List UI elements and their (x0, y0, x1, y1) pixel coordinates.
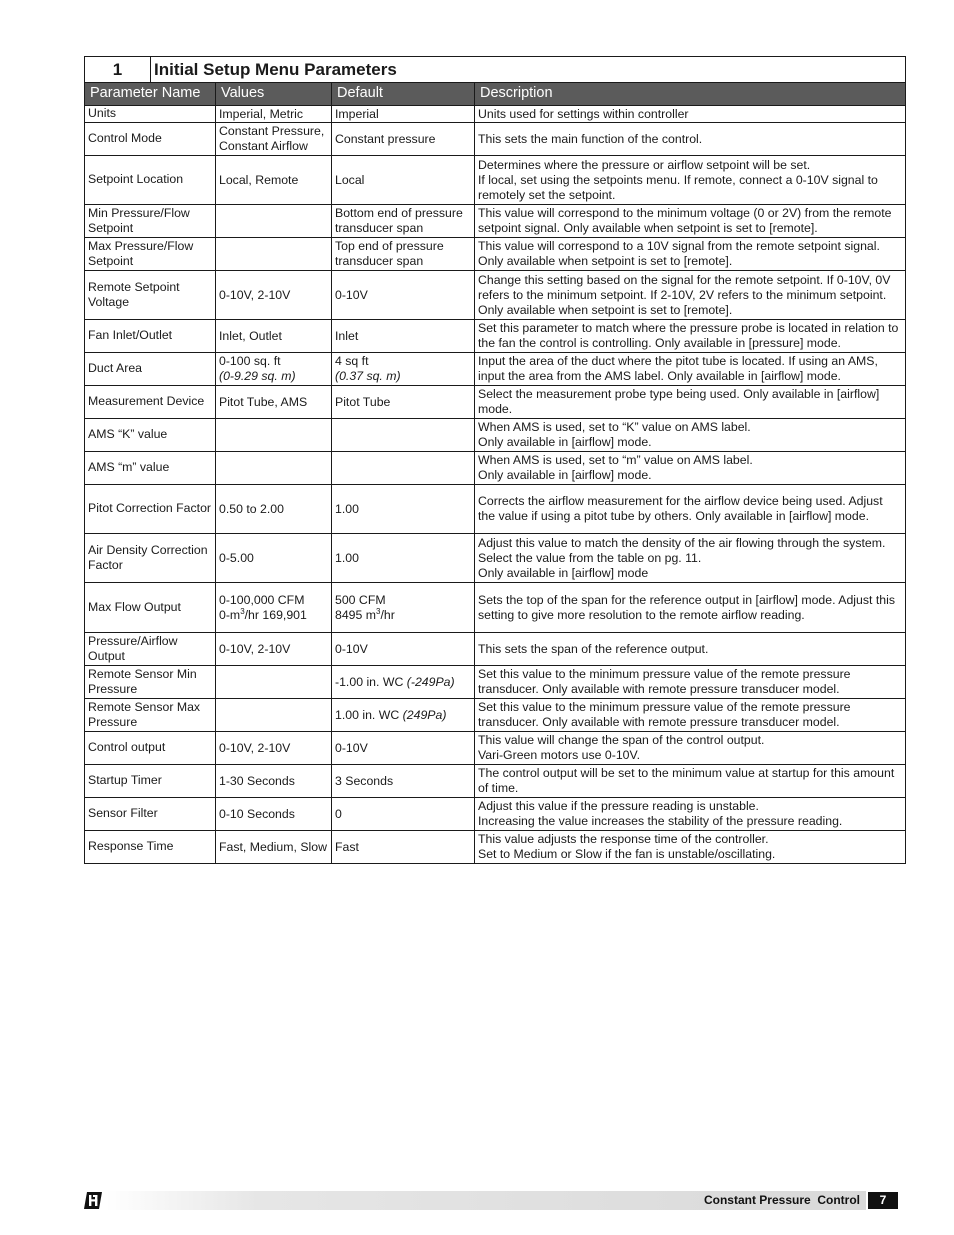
description-line: If local, set using the setpoints menu. If remote, connect a 0-10V signal to remotely set the setpoint. (478, 172, 878, 202)
values-cell (216, 583, 332, 633)
description-line: Change this setting based on the signal for the remote setpoint. If 0-10V, 0V refers to the minimum setpoint. If 2-10V, 2V refers to the minimum setpoint. Only available when setpoint is set to [remote]. (478, 272, 891, 317)
parameter-name-cell: Pitot Correction Factor (85, 485, 216, 534)
values-text: 0-100 sq. ft (219, 354, 281, 368)
default-text: 3 Seconds (335, 773, 394, 788)
values-cell (216, 666, 332, 699)
description-cell (475, 633, 906, 666)
table-row (85, 831, 906, 864)
description-cell (475, 271, 906, 320)
values-text: 0-10V, 2-10V (219, 287, 291, 302)
values-cell (216, 320, 332, 353)
description-line: This value will correspond to the minimum voltage (0 or 2V) from the remote setpoint signal. Only available when setpoint is set to [remote]. (478, 206, 892, 235)
default-text: 0 (335, 806, 342, 821)
footer-document-title: Constant Pressure Control (703, 1193, 860, 1207)
description-cell (475, 106, 906, 123)
description-line: This value will change the span of the control output. (478, 733, 765, 747)
values-cell (216, 798, 332, 831)
values-text: 0-10V, 2-10V (219, 740, 291, 755)
default-cell (332, 271, 475, 320)
values-cell (216, 386, 332, 419)
description-cell (475, 386, 906, 419)
values-cell (216, 732, 332, 765)
section-header-row (85, 57, 906, 83)
default-metric-text: (0.37 sq. m) (335, 369, 401, 383)
column-header-description: Description (475, 83, 906, 106)
default-line: 500 CFM (335, 592, 386, 607)
description-line: Adjust this value to match the density of the air flowing through the system. Select the value from the table on pg. 11. (478, 535, 886, 565)
default-cell (332, 205, 475, 238)
default-cell (332, 156, 475, 205)
values-text: 0.50 to 2.00 (219, 501, 284, 516)
table-row (85, 353, 906, 386)
default-text: Fast (335, 839, 359, 854)
description-line: Units used for settings within controller (478, 106, 689, 121)
values-text: 1-30 Seconds (219, 773, 295, 788)
values-cell (216, 831, 332, 864)
parameter-name-cell: Remote Sensor Min Pressure (85, 666, 216, 699)
description-line: When AMS is used, set to “m” value on AMS label. (478, 453, 753, 467)
table-row (85, 271, 906, 320)
section-number: 1 (85, 57, 151, 83)
table-row (85, 699, 906, 732)
description-line: Increasing the value increases the stability of the pressure reading. (478, 814, 843, 828)
description-line: Set this parameter to match where the pressure probe is located in relation to the fan the control is controlling. Only available in [pressure] mode. (478, 321, 899, 350)
values-cell (216, 238, 332, 271)
default-metric-text: (-249Pa) (406, 674, 455, 689)
default-text: -1.00 in. WC (-249Pa) (335, 674, 455, 689)
description-cell (475, 419, 906, 452)
greenheck-logo-icon (84, 1192, 102, 1209)
parameters-sheet (84, 56, 905, 864)
default-cell (332, 106, 475, 123)
table-row (85, 452, 906, 485)
description-cell (475, 666, 906, 699)
values-text: Fast, Medium, Slow (219, 839, 327, 854)
values-text: 0-10 Seconds (219, 806, 295, 821)
description-cell (475, 320, 906, 353)
description-line: Input the area of the duct where the pitot tube is located. If using an AMS, input the area from the AMS label. Only available in [airflow] mode. (478, 354, 878, 383)
values-cell (216, 205, 332, 238)
default-text: Local (335, 172, 365, 187)
values-cell (216, 699, 332, 732)
default-text: Bottom end of pressure transducer span (335, 206, 463, 235)
values-cell (216, 419, 332, 452)
default-cell (332, 452, 475, 485)
description-line: Sets the top of the span for the reference output in [airflow] mode. Adjust this setting to give more resolution to the remote airflow reading. (478, 592, 895, 622)
values-metric-text: (0-9.29 sq. m) (219, 369, 296, 383)
description-line: This value will correspond to a 10V signal from the remote setpoint signal. Only available when setpoint is set to [remote]. (478, 239, 880, 268)
parameter-name-cell: Max Pressure/Flow Setpoint (85, 238, 216, 271)
description-line: Set this value to the minimum pressure value of the remote pressure transducer. Only available with remote pressure transducer model. (478, 667, 851, 696)
description-cell (475, 452, 906, 485)
description-line: This sets the span of the reference output. (478, 641, 709, 656)
table-row (85, 583, 906, 633)
default-text: 1.00 (335, 550, 359, 565)
description-line: Only available in [airflow] mode (478, 565, 649, 580)
default-text: Imperial (335, 106, 379, 121)
default-cell (332, 353, 475, 386)
default-cell (332, 583, 475, 633)
table-row (85, 732, 906, 765)
table-row (85, 633, 906, 666)
table-row (85, 798, 906, 831)
description-cell (475, 123, 906, 156)
table-row (85, 765, 906, 798)
description-line: This sets the main function of the control. (478, 131, 703, 146)
table-row (85, 666, 906, 699)
values-text: 0-5.00 (219, 550, 254, 565)
values-line: $0-m^3/hr$ 169,901 (219, 606, 307, 622)
description-cell (475, 765, 906, 798)
values-line: 0-100,000 CFM (219, 592, 305, 607)
default-cell (332, 666, 475, 699)
table-row (85, 419, 906, 452)
default-cell (332, 238, 475, 271)
description-line: When AMS is used, set to “K” value on AMS label. (478, 420, 751, 434)
description-cell (475, 353, 906, 386)
description-cell (475, 699, 906, 732)
parameter-name-cell: Duct Area (85, 353, 216, 386)
table-row (85, 485, 906, 534)
parameter-name-cell: Measurement Device (85, 386, 216, 419)
column-header-default: Default (332, 83, 475, 106)
default-text: Inlet (335, 328, 359, 343)
values-text: Constant Pressure, Constant Airflow (219, 124, 325, 153)
description-cell (475, 238, 906, 271)
default-cell (332, 633, 475, 666)
default-line: 8495 $m^3/hr$ (335, 606, 395, 622)
default-cell (332, 765, 475, 798)
parameter-name-cell: AMS “m” value (85, 452, 216, 485)
page-footer (84, 1191, 898, 1210)
parameter-name-cell: Response Time (85, 831, 216, 864)
parameter-name-cell: Remote Setpoint Voltage (85, 271, 216, 320)
page-number: 7 (868, 1192, 898, 1209)
table-row (85, 238, 906, 271)
table-row (85, 156, 906, 205)
description-line: The control output will be set to the minimum value at startup for this amount of time. (478, 766, 895, 795)
description-cell (475, 534, 906, 583)
table-row (85, 320, 906, 353)
default-cell (332, 831, 475, 864)
description-cell (475, 485, 906, 534)
parameter-name-cell: Sensor Filter (85, 798, 216, 831)
description-cell (475, 583, 906, 633)
parameter-name-cell: Air Density Correction Factor (85, 534, 216, 583)
description-cell (475, 156, 906, 205)
description-cell (475, 831, 906, 864)
default-cell (332, 798, 475, 831)
default-metric-text: (249Pa) (402, 707, 447, 722)
parameter-name-cell: AMS “K” value (85, 419, 216, 452)
parameters-table (84, 56, 906, 864)
default-cell (332, 419, 475, 452)
parameter-name-cell: Control output (85, 732, 216, 765)
values-text: Imperial, Metric (219, 106, 304, 121)
values-cell (216, 452, 332, 485)
description-line: Only available in [airflow] mode. (478, 435, 652, 449)
values-text: Inlet, Outlet (219, 328, 282, 343)
default-text: Pitot Tube (335, 394, 391, 409)
default-cell (332, 534, 475, 583)
description-line: Vari-Green motors use 0-10V. (478, 748, 640, 762)
values-cell (216, 633, 332, 666)
values-cell (216, 106, 332, 123)
description-line: Set to Medium or Slow if the fan is unstable/oscillating. (478, 847, 776, 861)
parameter-name-cell: Max Flow Output (85, 583, 216, 633)
default-text: Top end of pressure transducer span (335, 239, 444, 268)
default-text: Constant pressure (335, 131, 436, 146)
description-line: Only available in [airflow] mode. (478, 468, 652, 482)
description-line: Determines where the pressure or airflow setpoint will be set. (478, 157, 811, 172)
default-cell (332, 699, 475, 732)
description-line: Corrects the airflow measurement for the airflow device being used. Adjust the value if using a pitot tube by others. Only available in [airflow] mode. (478, 494, 883, 523)
parameter-name-cell: Min Pressure/Flow Setpoint (85, 205, 216, 238)
values-text: Local, Remote (219, 172, 299, 187)
column-header-values: Values (216, 83, 332, 106)
description-cell (475, 798, 906, 831)
values-cell (216, 765, 332, 798)
default-cell (332, 320, 475, 353)
values-text: Pitot Tube, AMS (219, 394, 308, 409)
default-cell (332, 123, 475, 156)
table-row (85, 123, 906, 156)
values-text: 0-10V, 2-10V (219, 641, 291, 656)
section-title: Initial Setup Menu Parameters (151, 57, 906, 83)
description-line: Set this value to the minimum pressure value of the remote pressure transducer. Only available with remote pressure transducer model. (478, 700, 851, 729)
values-cell (216, 353, 332, 386)
default-cell (332, 386, 475, 419)
default-cell (332, 485, 475, 534)
table-row (85, 386, 906, 419)
values-cell (216, 123, 332, 156)
description-line: Select the measurement probe type being used. Only available in [airflow] mode. (478, 387, 880, 416)
default-text: 1.00 in. WC (249Pa) (335, 707, 447, 722)
parameter-name-cell: Remote Sensor Max Pressure (85, 699, 216, 732)
default-text: 1.00 (335, 501, 359, 516)
description-line: Adjust this value if the pressure reading is unstable. (478, 799, 759, 813)
column-header-parameter-name: Parameter Name (85, 83, 216, 106)
default-text: 4 sq ft (335, 354, 369, 368)
values-cell (216, 156, 332, 205)
parameter-name-cell: Control Mode (85, 123, 216, 156)
parameter-name-cell: Pressure/Airflow Output (85, 633, 216, 666)
table-row (85, 106, 906, 123)
description-line: This value adjusts the response time of the controller. (478, 832, 769, 846)
parameter-name-cell: Units (85, 106, 216, 123)
default-text: 0-10V (335, 641, 368, 656)
values-cell (216, 485, 332, 534)
default-cell (332, 732, 475, 765)
parameter-name-cell: Startup Timer (85, 765, 216, 798)
values-cell (216, 534, 332, 583)
values-cell (216, 271, 332, 320)
default-text: 0-10V (335, 740, 368, 755)
column-header-row (85, 83, 906, 106)
description-cell (475, 205, 906, 238)
parameter-name-cell: Setpoint Location (85, 156, 216, 205)
table-row (85, 534, 906, 583)
description-cell (475, 732, 906, 765)
parameter-name-cell: Fan Inlet/Outlet (85, 320, 216, 353)
table-row (85, 205, 906, 238)
default-text: 0-10V (335, 287, 368, 302)
parameter-rows (85, 106, 906, 864)
